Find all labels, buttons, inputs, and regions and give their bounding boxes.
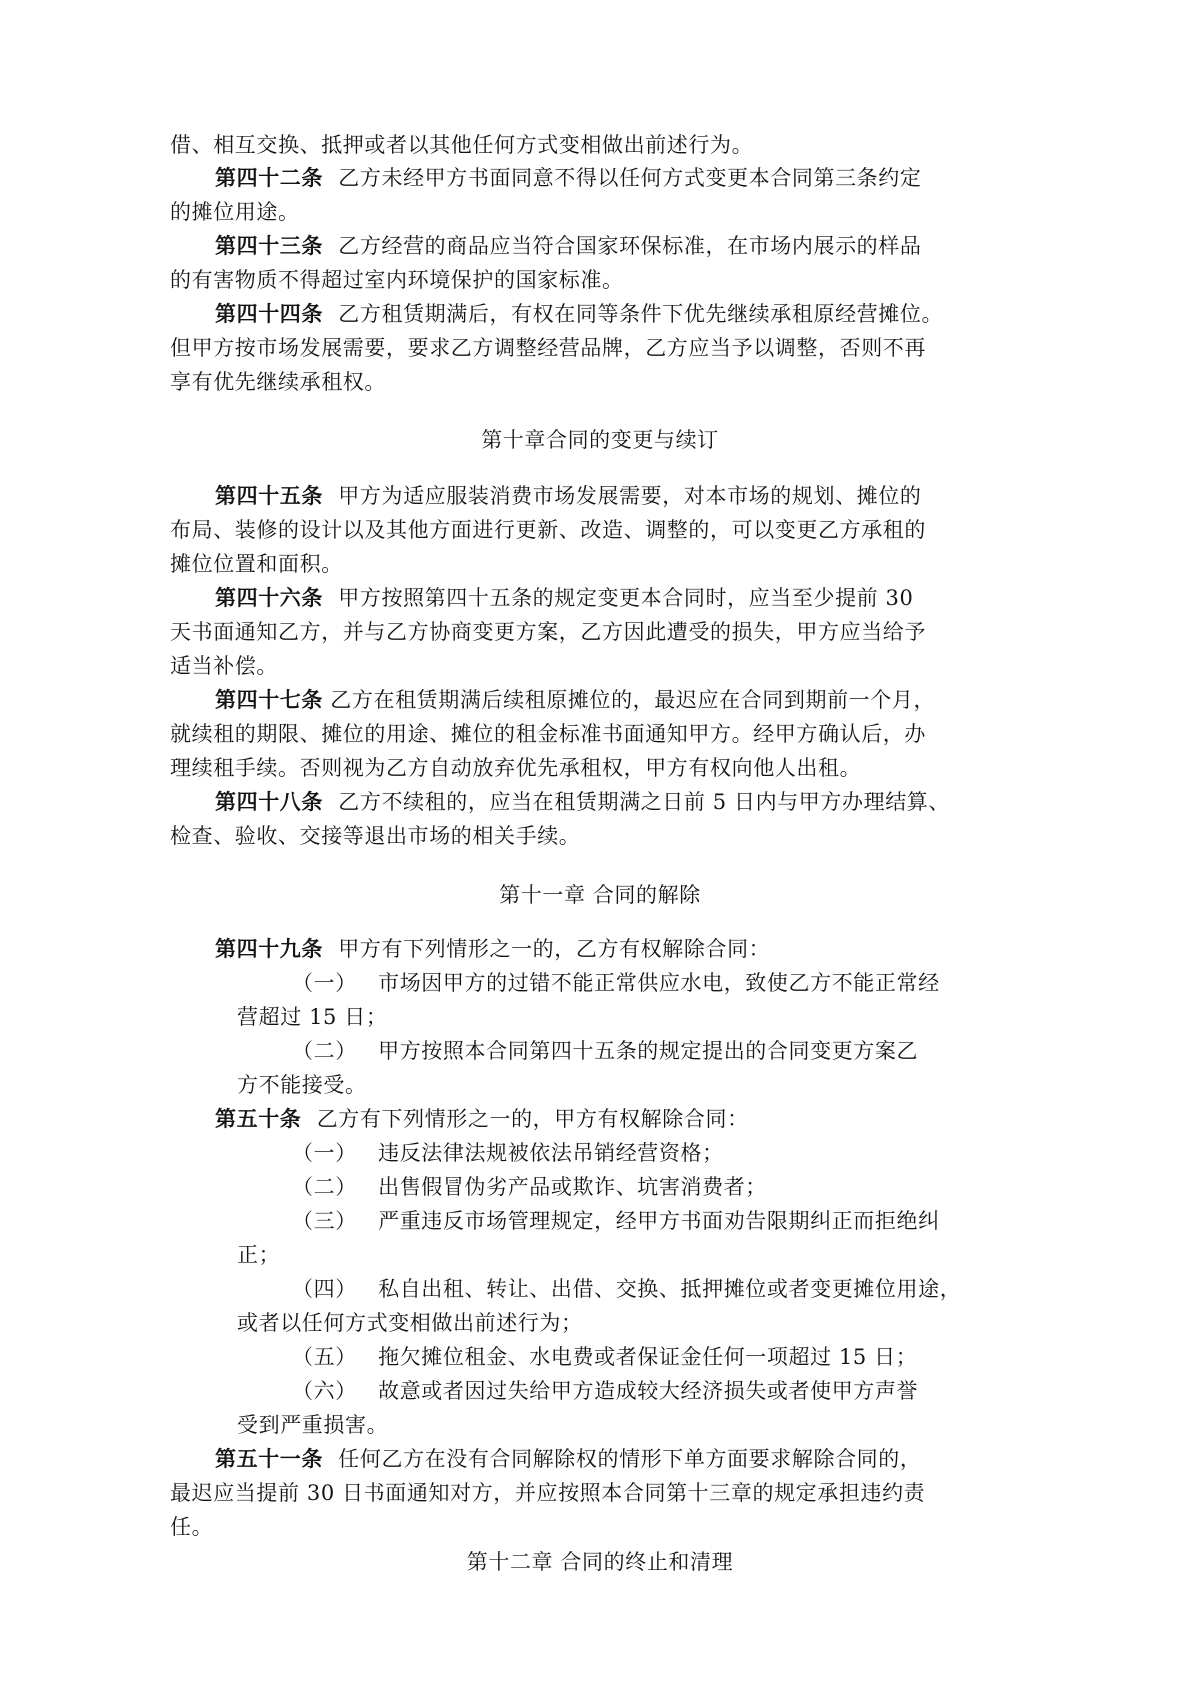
text-line: 最迟应当提前 30 日书面通知对方，并应按照本合同第十三章的规定承担违约责 bbox=[170, 1481, 926, 1505]
item-number: （一） bbox=[292, 1141, 357, 1165]
list-item bbox=[292, 968, 940, 998]
text-line: 检查、验收、交接等退出市场的相关手续。 bbox=[170, 824, 581, 848]
text-line: 的摊位用途。 bbox=[170, 200, 300, 224]
item-text: 违反法律法规被依法吊销经营资格； bbox=[378, 1141, 724, 1165]
text-line: 天书面通知乙方，并与乙方协商变更方案，乙方因此遭受的损失，甲方应当给予 bbox=[170, 620, 926, 644]
article-45 bbox=[215, 481, 921, 511]
article-text: 乙方租赁期满后，有权在同等条件下优先继续承租原经营摊位。 bbox=[338, 302, 944, 326]
article-text: 乙方有下列情形之一的，甲方有权解除合同： bbox=[316, 1107, 749, 1131]
list-item bbox=[292, 1172, 767, 1202]
article-text: 乙方经营的商品应当符合国家环保标准，在市场内展示的样品 bbox=[338, 234, 922, 258]
item-number: （一） bbox=[292, 971, 357, 995]
item-text: 故意或者因过失给甲方造成较大经济损失或者使甲方声誉 bbox=[378, 1379, 919, 1403]
article-43 bbox=[215, 231, 921, 261]
list-item bbox=[292, 1376, 918, 1406]
article-label: 第五十条 bbox=[215, 1107, 302, 1131]
article-label: 第四十七条 bbox=[215, 688, 323, 712]
list-item bbox=[292, 1342, 917, 1372]
chapter-heading: 第十章合同的变更与续订 bbox=[481, 428, 719, 452]
item-number: （二） bbox=[292, 1175, 357, 1199]
article-text: 任何乙方在没有合同解除权的情形下单方面要求解除合同的， bbox=[338, 1447, 922, 1471]
article-text: 乙方在租赁期满后续租原摊位的，最迟应在合同到期前一个月， bbox=[330, 688, 936, 712]
list-item bbox=[292, 1206, 940, 1236]
text-line: 任。 bbox=[170, 1515, 214, 1539]
article-text: 乙方不续租的，应当在租赁期满之日前 5 日内与甲方办理结算、 bbox=[338, 790, 950, 814]
text-line: 就续租的期限、摊位的用途、摊位的租金标准书面通知甲方。经甲方确认后，办 bbox=[170, 722, 926, 746]
list-item bbox=[292, 1036, 918, 1066]
text-line: 借、相互交换、抵押或者以其他任何方式变相做出前述行为。 bbox=[170, 133, 754, 157]
article-48 bbox=[215, 787, 950, 817]
article-44 bbox=[215, 299, 943, 329]
item-number: （五） bbox=[292, 1345, 357, 1369]
item-text: 出售假冒伪劣产品或欺诈、坑害消费者； bbox=[378, 1175, 767, 1199]
item-number: （四） bbox=[292, 1277, 357, 1301]
article-label: 第四十六条 bbox=[215, 586, 323, 610]
article-label: 第五十一条 bbox=[215, 1447, 323, 1471]
list-item bbox=[292, 1274, 961, 1304]
text-line: 摊位位置和面积。 bbox=[170, 552, 343, 576]
article-49 bbox=[215, 934, 770, 964]
article-label: 第四十四条 bbox=[215, 302, 323, 326]
item-text: 私自出租、转让、出借、交换、抵押摊位或者变更摊位用途， bbox=[378, 1277, 962, 1301]
article-label: 第四十三条 bbox=[215, 234, 323, 258]
item-text: 严重违反市场管理规定，经甲方书面劝告限期纠正而拒绝纠 bbox=[378, 1209, 940, 1233]
article-text: 乙方未经甲方书面同意不得以任何方式变更本合同第三条约定 bbox=[338, 166, 922, 190]
article-label: 第四十八条 bbox=[215, 790, 323, 814]
item-text: 拖欠摊位租金、水电费或者保证金任何一项超过 15 日； bbox=[378, 1345, 918, 1369]
article-47 bbox=[215, 685, 935, 715]
text-line: 但甲方按市场发展需要，要求乙方调整经营品牌，乙方应当予以调整，否则不再 bbox=[170, 336, 926, 360]
item-number: （二） bbox=[292, 1039, 357, 1063]
item-text: 市场因甲方的过错不能正常供应水电，致使乙方不能正常经 bbox=[378, 971, 940, 995]
text-line: 正； bbox=[237, 1243, 281, 1267]
chapter-heading: 第十一章 合同的解除 bbox=[499, 883, 701, 907]
item-text: 甲方按照本合同第四十五条的规定提出的合同变更方案乙 bbox=[378, 1039, 919, 1063]
article-label: 第四十九条 bbox=[215, 937, 323, 961]
article-text: 甲方按照第四十五条的规定变更本合同时，应当至少提前 30 bbox=[338, 586, 914, 610]
text-line: 理续租手续。否则视为乙方自动放弃优先承租权，甲方有权向他人出租。 bbox=[170, 756, 862, 780]
text-line: 营超过 15 日； bbox=[237, 1005, 388, 1029]
text-line: 的有害物质不得超过室内环境保护的国家标准。 bbox=[170, 268, 624, 292]
text-line: 享有优先继续承租权。 bbox=[170, 370, 386, 394]
text-line: 或者以任何方式变相做出前述行为； bbox=[237, 1311, 583, 1335]
text-line: 布局、装修的设计以及其他方面进行更新、改造、调整的，可以变更乙方承租的 bbox=[170, 518, 926, 542]
text-line: 适当补偿。 bbox=[170, 654, 278, 678]
article-42 bbox=[215, 163, 921, 193]
text-line: 受到严重损害。 bbox=[237, 1413, 389, 1437]
article-label: 第四十二条 bbox=[215, 166, 323, 190]
article-46 bbox=[215, 583, 913, 613]
chapter-heading: 第十二章 合同的终止和清理 bbox=[466, 1550, 734, 1574]
text-line: 方不能接受。 bbox=[237, 1073, 367, 1097]
article-50 bbox=[215, 1104, 749, 1134]
item-number: （六） bbox=[292, 1379, 357, 1403]
list-item bbox=[292, 1138, 724, 1168]
article-text: 甲方为适应服装消费市场发展需要，对本市场的规划、摊位的 bbox=[338, 484, 922, 508]
article-text: 甲方有下列情形之一的，乙方有权解除合同： bbox=[338, 937, 771, 961]
article-51 bbox=[215, 1444, 921, 1474]
item-number: （三） bbox=[292, 1209, 357, 1233]
article-label: 第四十五条 bbox=[215, 484, 323, 508]
